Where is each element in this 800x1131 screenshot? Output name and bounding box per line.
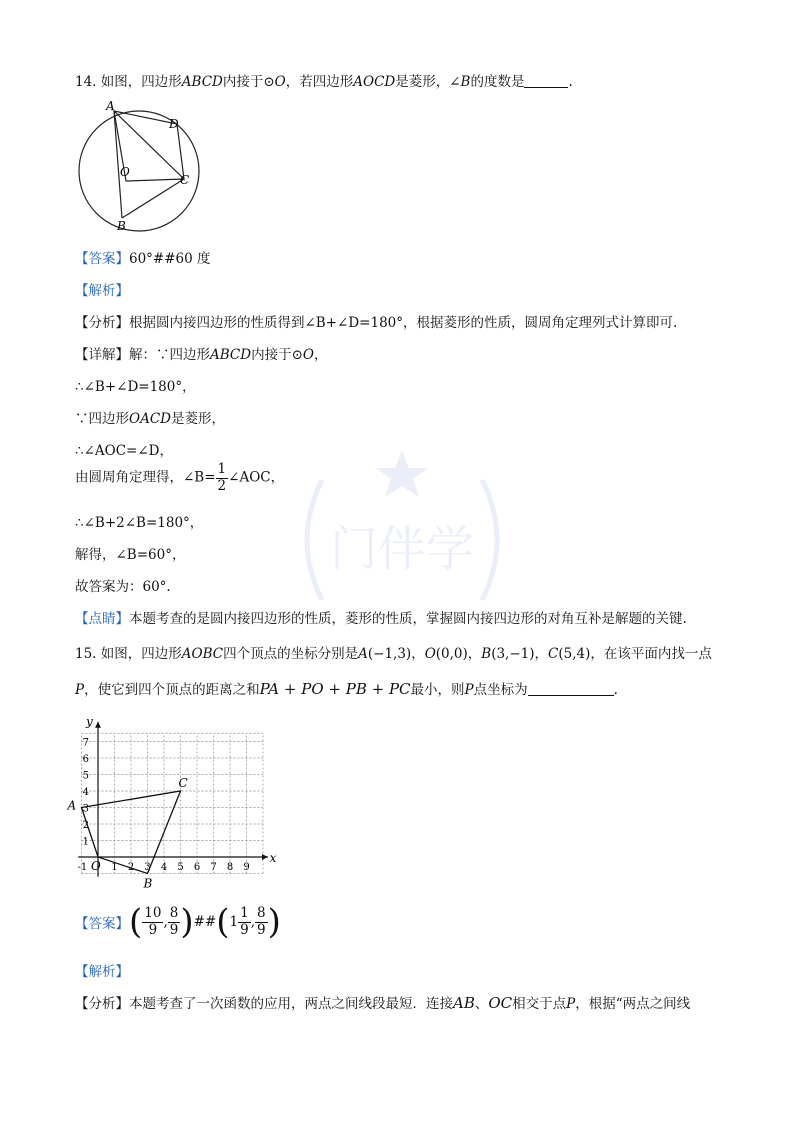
x-tick-label: 8 [226, 862, 234, 873]
x-axis-arrow [262, 854, 268, 860]
q14-stem: 14. 如图，四边形ABCD内接于⊙O，若四边形AOCD是菱形，∠B的度数是 . [75, 74, 573, 90]
q14-xiangjie-2: ∴∠B+∠D=180°， [75, 379, 196, 395]
y-tick-label: 2 [82, 820, 89, 831]
q14-xiangjie-7: 解得，∠B=60°， [75, 547, 186, 563]
x-tick-label-neg: -1 [77, 862, 88, 873]
x-tick-label: 4 [160, 862, 168, 873]
q15-coordinate-figure [67, 710, 277, 891]
x-tick-label: 5 [177, 862, 184, 873]
point-label-o: O [91, 859, 101, 873]
label-c: C [180, 173, 190, 187]
q14-xiangjie-8: 故答案为：60°. [75, 579, 171, 595]
y-axis-label: y [86, 714, 93, 729]
y-tick-label: 3 [82, 803, 89, 815]
fraction-half: $\frac{1}{2}$ [217, 461, 227, 494]
x-tick-label: 6 [193, 862, 201, 873]
q15-stem-1: 15. 如图，四边形AOBC四个顶点的坐标分别是A(−1,3)，O(0,0)，B(3,−1)，C(5,4)，在该平面内找一点 [75, 646, 712, 662]
q15-answer: 【答案】( $\frac{10}{9}$ , $\frac{8}{9}$ )##(1 $\frac{1}{9}$ , $\frac{8}{9}$ ) [75, 902, 281, 942]
point-label-a: A [67, 798, 77, 813]
point-label-b: B [143, 876, 153, 891]
y-tick-label: 4 [82, 787, 89, 798]
y-tick-label: 5 [82, 770, 89, 782]
q15-stem-2: P，使它到四个顶点的距离之和PA + PO + PB + PC最小，则P点坐标为 . [75, 680, 618, 698]
q14-xiangjie-4: ∴∠AOC=∠D， [75, 443, 173, 459]
y-tick-label: 1 [82, 836, 89, 848]
x-axis-label: x [269, 851, 277, 865]
point-label-c: C [178, 776, 188, 790]
label-b: B [117, 219, 126, 233]
y-axis-arrow [95, 722, 101, 728]
q14-dianjing: 【点睛】本题考查的是圆内接四边形的性质，菱形的性质，掌握圆内接四边形的对角互补是解题的关键. [75, 611, 687, 627]
q14-fenxi: 【分析】根据圆内接四边形的性质得到∠B+∠D=180°，根据菱形的性质，圆周角定理列式计算即可. [75, 315, 678, 331]
label-a: A [106, 99, 115, 113]
y-tick-label: 7 [82, 737, 89, 749]
x-tick-label: 1 [111, 862, 118, 873]
q14-circle-figure [72, 96, 202, 236]
x-tick-label: 3 [144, 862, 151, 873]
circle-o [79, 111, 199, 231]
q14-analysis-tag: 【解析】 [75, 283, 129, 299]
label-d: D [169, 117, 179, 131]
q14-xiangjie-1: 【详解】解：∵四边形ABCD内接于⊙O， [75, 347, 328, 363]
watermark-text: 门伴学 [329, 521, 475, 577]
q14-xiangjie-6: ∴∠B+2∠B=180°， [75, 515, 204, 531]
x-tick-label: 7 [210, 862, 217, 873]
q14-xiangjie-5: 由圆周角定理得，∠B= $\frac{1}{2}$ ∠AOC， [75, 461, 285, 494]
q14-xiangjie-3: ∵四边形OACD是菱形， [75, 411, 225, 427]
label-o: O [120, 165, 130, 179]
y-tick-label: 6 [82, 754, 89, 765]
x-tick-label: 9 [243, 862, 250, 873]
watermark [282, 440, 522, 634]
x-tick-label: 2 [127, 862, 135, 873]
q15-analysis-tag: 【解析】 [75, 964, 129, 980]
q14-answer: 【答案】60°##60 度 [75, 251, 211, 267]
q15-fenxi: 【分析】本题考查了一次函数的应用，两点之间线段最短．连接AB、OC相交于点P，根据“两点之间线 [75, 994, 691, 1012]
